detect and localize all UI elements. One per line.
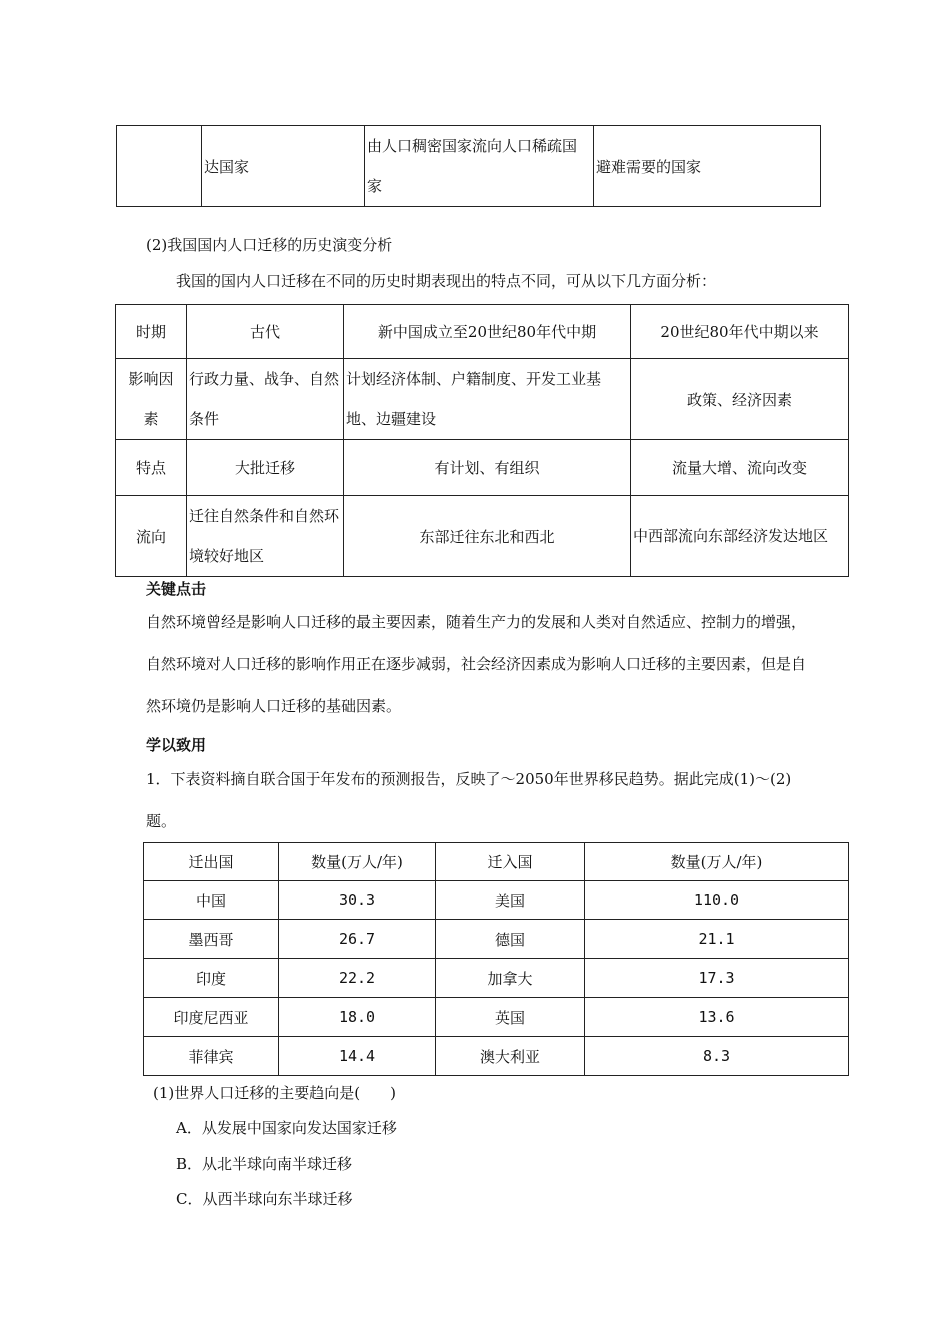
migration-header-cell: 数量(万人/年) — [279, 843, 436, 881]
history-cell: 大批迁移 — [187, 440, 344, 496]
history-cell: 东部迁往东北和西北 — [344, 496, 631, 577]
table-cell: 14.4 — [279, 1037, 436, 1076]
table-cell: 30.3 — [279, 881, 436, 920]
migration-table-header-row — [144, 843, 849, 881]
history-header-cell: 古代 — [187, 305, 344, 359]
table-cell: 墨西哥 — [144, 920, 279, 959]
table-row — [144, 1037, 849, 1076]
table-cell: 印度尼西亚 — [144, 998, 279, 1037]
history-header-cell: 新中国成立至20世纪80年代中期 — [344, 305, 631, 359]
top-table-cell-2: 达国家 — [202, 126, 365, 207]
table-cell: 8.3 — [585, 1037, 849, 1076]
top-table-cell-4: 避难需要的国家 — [594, 126, 821, 207]
history-row-label: 特点 — [116, 440, 187, 496]
history-row-label: 影响因素 — [116, 359, 187, 440]
table-row — [144, 959, 849, 998]
migration-table — [143, 842, 849, 1076]
table-cell: 110.0 — [585, 881, 849, 920]
table-cell: 加拿大 — [436, 959, 585, 998]
table-cell: 美国 — [436, 881, 585, 920]
top-table — [116, 125, 821, 207]
table-cell: 26.7 — [279, 920, 436, 959]
option-b: B．从北半球向南半球迁移 — [176, 1155, 353, 1173]
history-table — [115, 304, 849, 577]
table-cell: 英国 — [436, 998, 585, 1037]
top-table-cell-empty — [117, 126, 202, 207]
history-cell: 流量大增、流向改变 — [631, 440, 849, 496]
key-point-title: 关键点击 — [146, 580, 207, 598]
history-table-row — [116, 359, 849, 440]
history-table-row — [116, 496, 849, 577]
table-cell: 菲律宾 — [144, 1037, 279, 1076]
apply-title: 学以致用 — [146, 736, 207, 754]
table-cell: 中国 — [144, 881, 279, 920]
history-table-header-row — [116, 305, 849, 359]
history-cell: 中西部流向东部经济发达地区 — [631, 496, 849, 577]
top-table-cell-3: 由人口稠密国家流向人口稀疏国家 — [365, 126, 594, 207]
table-cell: 13.6 — [585, 998, 849, 1037]
history-cell: 行政力量、战争、自然条件 — [187, 359, 344, 440]
table-row — [144, 920, 849, 959]
option-c: C．从西半球向东半球迁移 — [176, 1190, 353, 1208]
history-header-cell: 时期 — [116, 305, 187, 359]
history-cell: 有计划、有组织 — [344, 440, 631, 496]
table-cell: 德国 — [436, 920, 585, 959]
migration-header-cell: 迁入国 — [436, 843, 585, 881]
migration-header-cell: 数量(万人/年) — [585, 843, 849, 881]
option-a: A．从发展中国家向发达国家迁移 — [176, 1119, 397, 1137]
history-cell: 政策、经济因素 — [631, 359, 849, 440]
history-row-label: 流向 — [116, 496, 187, 577]
sub-question-stem: (1)世界人口迁移的主要趋向是( ) — [153, 1084, 396, 1102]
section2-intro: 我国的国内人口迁移在不同的历史时期表现出的特点不同，可从以下几方面分析： — [176, 272, 717, 290]
history-header-cell: 20世纪80年代中期以来 — [631, 305, 849, 359]
table-row — [144, 998, 849, 1037]
migration-header-cell: 迁出国 — [144, 843, 279, 881]
table-cell: 17.3 — [585, 959, 849, 998]
table-cell: 印度 — [144, 959, 279, 998]
table-row — [144, 881, 849, 920]
table-cell: 22.2 — [279, 959, 436, 998]
table-cell: 21.1 — [585, 920, 849, 959]
history-cell: 迁往自然条件和自然环境较好地区 — [187, 496, 344, 577]
table-cell: 18.0 — [279, 998, 436, 1037]
history-cell: 计划经济体制、户籍制度、开发工业基地、边疆建设 — [344, 359, 631, 440]
section2-heading: (2)我国国内人口迁移的历史演变分析 — [146, 236, 393, 254]
key-point-text: 自然环境曾经是影响人口迁移的最主要因素，随着生产力的发展和人类对自然适应、控制力的增强，自然环境对人口迁移的影响作用正在逐步减弱，社会经济因素成为影响人口迁移的主要因素，但是自然环境仍是影响人口迁移的基础因素。 — [146, 613, 807, 715]
question-text: 1．下表资料摘自联合国于年发布的预测报告，反映了～2050年世界移民趋势。据此完成(1)～(2)题。 — [146, 770, 792, 830]
history-table-row — [116, 440, 849, 496]
table-cell: 澳大利亚 — [436, 1037, 585, 1076]
